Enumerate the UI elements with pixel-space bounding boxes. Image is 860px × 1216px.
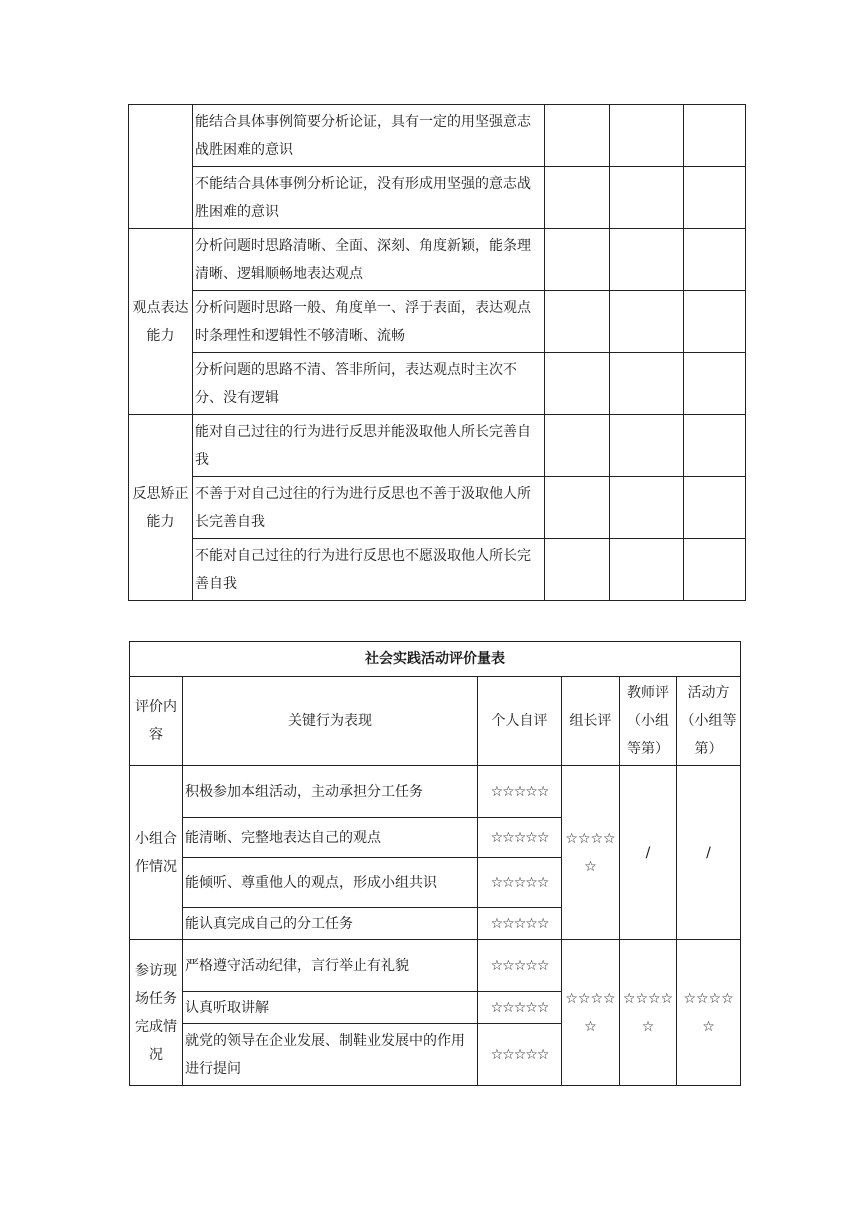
criterion-text: 不善于对自己过往的行为进行反思也不善于汲取他人所长完善自我 xyxy=(193,477,545,539)
self-rating-stars: ☆☆☆☆☆ xyxy=(478,940,562,992)
header-leader-eval: 组长评 xyxy=(562,677,620,766)
table-row xyxy=(129,105,746,167)
score-cell xyxy=(610,477,684,539)
table-row xyxy=(129,229,746,291)
table-row xyxy=(129,353,746,415)
score-cell xyxy=(684,229,746,291)
self-rating-stars: ☆☆☆☆☆ xyxy=(478,908,562,940)
organizer-rating-stars: ☆☆☆☆☆ xyxy=(677,940,741,1086)
behavior-text: 积极参加本组活动，主动承担分工任务 xyxy=(183,766,478,818)
score-cell xyxy=(684,167,746,229)
table-header-row xyxy=(130,677,741,766)
table-row xyxy=(129,167,746,229)
score-cell xyxy=(545,105,610,167)
self-rating-stars: ☆☆☆☆☆ xyxy=(478,992,562,1024)
score-cell xyxy=(684,353,746,415)
header-organizer-eval: 活动方（小组等第） xyxy=(677,677,741,766)
behavior-text: 能认真完成自己的分工任务 xyxy=(183,908,478,940)
behavior-text: 认真听取讲解 xyxy=(183,992,478,1024)
category-cell: 小组合作情况 xyxy=(130,766,183,940)
table-row xyxy=(130,766,741,818)
score-cell xyxy=(684,291,746,353)
score-cell xyxy=(684,539,746,601)
score-cell xyxy=(610,229,684,291)
criterion-text: 分析问题时思路一般、角度单一、浮于表面，表达观点时条理性和逻辑性不够清晰、流畅 xyxy=(193,291,545,353)
score-cell xyxy=(545,477,610,539)
score-cell xyxy=(610,167,684,229)
table-title: 社会实践活动评价量表 xyxy=(130,642,741,677)
score-cell xyxy=(684,105,746,167)
score-cell xyxy=(545,539,610,601)
table-row xyxy=(129,291,746,353)
category-cell: 观点表达能力 xyxy=(129,229,193,415)
rubric-table-continued xyxy=(128,104,746,601)
behavior-text: 严格遵守活动纪律，言行举止有礼貌 xyxy=(183,940,478,992)
behavior-text: 能清晰、完整地表达自己的观点 xyxy=(183,818,478,858)
score-cell xyxy=(610,353,684,415)
criterion-text: 分析问题的思路不清、答非所问，表达观点时主次不分、没有逻辑 xyxy=(193,353,545,415)
score-cell xyxy=(545,167,610,229)
criterion-text: 不能对自己过往的行为进行反思也不愿汲取他人所长完善自我 xyxy=(193,539,545,601)
criterion-text: 能对自己过往的行为进行反思并能汲取他人所长完善自我 xyxy=(193,415,545,477)
category-cell xyxy=(129,105,193,229)
score-cell xyxy=(684,477,746,539)
behavior-text: 就党的领导在企业发展、制鞋业发展中的作用进行提问 xyxy=(183,1024,478,1086)
criterion-text: 能结合具体事例简要分析论证，具有一定的用坚强意志战胜困难的意识 xyxy=(193,105,545,167)
table-row xyxy=(129,477,746,539)
score-cell xyxy=(610,539,684,601)
score-cell xyxy=(545,353,610,415)
leader-rating-stars: ☆☆☆☆☆ xyxy=(562,940,620,1086)
category-cell: 反思矫正能力 xyxy=(129,415,193,601)
score-cell xyxy=(610,415,684,477)
teacher-rating: / xyxy=(620,766,677,940)
score-cell xyxy=(545,229,610,291)
category-cell: 参访现场任务完成情况 xyxy=(130,940,183,1086)
table-row xyxy=(130,940,741,992)
score-cell xyxy=(610,105,684,167)
teacher-rating-stars: ☆☆☆☆☆ xyxy=(620,940,677,1086)
header-evaluation-content: 评价内容 xyxy=(130,677,183,766)
score-cell xyxy=(610,291,684,353)
criterion-text: 分析问题时思路清晰、全面、深刻、角度新颖，能条理清晰、逻辑顺畅地表达观点 xyxy=(193,229,545,291)
score-cell xyxy=(545,291,610,353)
header-key-behavior: 关键行为表现 xyxy=(183,677,478,766)
score-cell xyxy=(684,415,746,477)
organizer-rating: / xyxy=(677,766,741,940)
leader-rating-stars: ☆☆☆☆☆ xyxy=(562,766,620,940)
criterion-text: 不能结合具体事例分析论证，没有形成用坚强的意志战胜困难的意识 xyxy=(193,167,545,229)
header-teacher-eval: 教师评（小组等第） xyxy=(620,677,677,766)
table-title-row xyxy=(130,642,741,677)
table-row xyxy=(129,415,746,477)
self-rating-stars: ☆☆☆☆☆ xyxy=(478,858,562,908)
score-cell xyxy=(545,415,610,477)
table-row xyxy=(129,539,746,601)
self-rating-stars: ☆☆☆☆☆ xyxy=(478,1024,562,1086)
self-rating-stars: ☆☆☆☆☆ xyxy=(478,766,562,818)
social-practice-evaluation-table xyxy=(129,641,741,1086)
behavior-text: 能倾听、尊重他人的观点，形成小组共识 xyxy=(183,858,478,908)
header-self-eval: 个人自评 xyxy=(478,677,562,766)
self-rating-stars: ☆☆☆☆☆ xyxy=(478,818,562,858)
